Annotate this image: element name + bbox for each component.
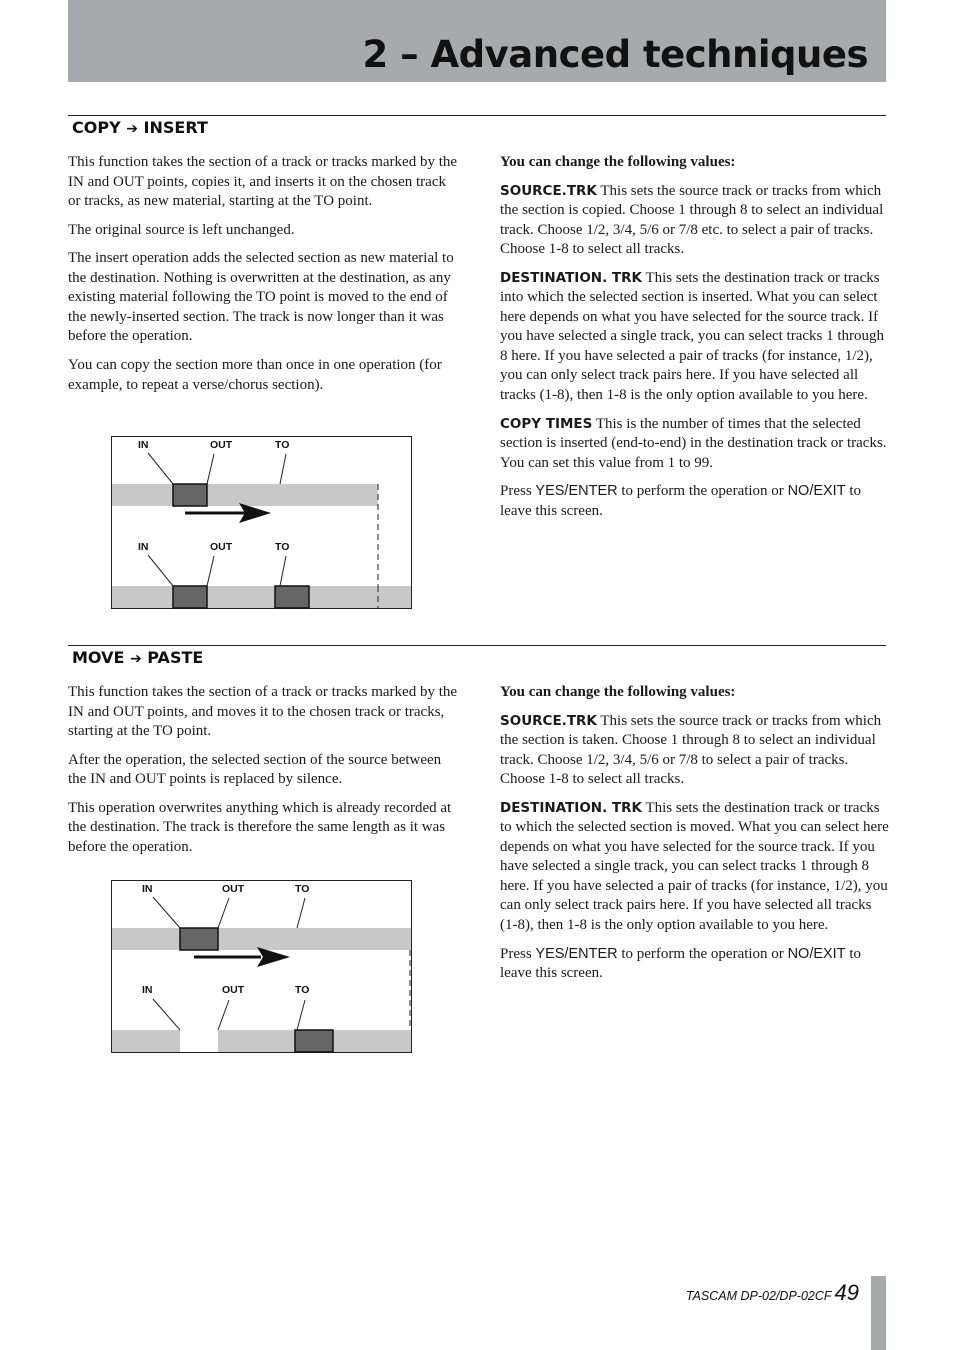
section-heading-copy-insert bbox=[72, 118, 208, 137]
parameter-destination-trk bbox=[500, 799, 892, 936]
source-track bbox=[112, 928, 411, 950]
out-label: OUT bbox=[210, 439, 233, 451]
copy-insert-diagram bbox=[111, 436, 413, 611]
parameter-name: SOURCE.TRK bbox=[500, 182, 597, 199]
destination-track bbox=[112, 586, 411, 608]
paragraph: The original source is left unchanged. bbox=[68, 221, 295, 238]
header-band bbox=[68, 0, 886, 82]
move-paste-values bbox=[500, 683, 892, 993]
to-label: TO bbox=[275, 541, 290, 553]
out-label: OUT bbox=[222, 883, 245, 895]
source-track bbox=[112, 484, 378, 506]
section-rule bbox=[68, 645, 886, 646]
press-instruction bbox=[500, 945, 892, 984]
destination-track-part bbox=[112, 1030, 180, 1052]
values-intro: You can change the following values: bbox=[500, 684, 736, 700]
values-intro: You can change the following values: bbox=[500, 154, 736, 170]
section-heading-move-paste bbox=[72, 648, 203, 667]
parameter-description: This sets the destination track or tracks into which the selected section is inserted. What you can select here depends on what you have selected for the source track. If you have selected a single track, you can select tracks 1 through 8 here. If you have selected a pair of tracks (for instance, 1/2), you can only select track pairs here. If you have selected all tracks (1-8), then 1-8 is the only option available to you here. bbox=[500, 269, 885, 403]
parameter-source-trk bbox=[500, 712, 892, 790]
out-label: OUT bbox=[222, 984, 245, 996]
copy-insert-values bbox=[500, 153, 892, 530]
arrow-right-icon: ➔ bbox=[126, 121, 138, 137]
parameter-description: This sets the destination track or tracks to which the selected section is moved. What you can select here depends on what you have selected for the source track. If you have selected a single track, you can select tracks 1 through 8 here. If you have selected a pair of tracks (for instance, 1/2), you can only select track pairs here. If you have selected all tracks (1-8), then 1-8 is the only option available to you here. bbox=[500, 799, 889, 933]
parameter-name: COPY TIMES bbox=[500, 415, 593, 432]
selected-section bbox=[173, 484, 207, 506]
parameter-description: This sets the source track or tracks from which the section is copied. Choose 1 through 8 to select an individual track. Choose 1/2, 3/4, 5/6 or 7/8 etc. to select a pair of tracks. Choose 1-8 to select all tracks. bbox=[500, 182, 884, 258]
parameter-name: DESTINATION. TRK bbox=[500, 269, 642, 286]
inserted-section bbox=[275, 586, 309, 608]
move-paste-diagram bbox=[111, 880, 413, 1055]
copy-insert-description bbox=[68, 153, 460, 404]
to-label: TO bbox=[295, 984, 310, 996]
parameter-copy-times bbox=[500, 415, 892, 474]
paragraph: This function takes the section of a track or tracks marked by the IN and OUT points, copies it, and inserts it on the chosen track or tracks, as new material, starting at the TO point. bbox=[68, 154, 458, 209]
to-label: TO bbox=[275, 439, 290, 451]
in-label: IN bbox=[142, 883, 153, 895]
diagram-frame bbox=[112, 881, 412, 1053]
page-footer bbox=[686, 1280, 859, 1306]
move-paste-description bbox=[68, 683, 460, 867]
in-label: IN bbox=[138, 541, 149, 553]
paragraph: This operation overwrites anything which is already recorded at the destination. The track is therefore the same length as it was before the operation. bbox=[68, 799, 452, 855]
instruction-text: to leave this screen. bbox=[500, 945, 861, 982]
heading-word: MOVE bbox=[72, 648, 125, 667]
instruction-text: Press bbox=[500, 945, 536, 962]
paragraph: You can copy the section more than once in one operation (for example, to repeat a verse/chorus section). bbox=[68, 357, 442, 393]
no-exit-key: NO/EXIT bbox=[787, 945, 846, 962]
instruction-text: Press bbox=[500, 483, 536, 500]
diagram-frame bbox=[112, 437, 412, 609]
parameter-destination-trk bbox=[500, 269, 892, 406]
chapter-title: 2 – Advanced techniques bbox=[362, 33, 868, 76]
paragraph: This function takes the section of a track or tracks marked by the IN and OUT points, and moves it to the chosen track or tracks, starting at the TO point. bbox=[68, 684, 458, 739]
section-rule bbox=[68, 115, 886, 116]
press-instruction bbox=[500, 482, 892, 521]
instruction-text: to perform the operation or bbox=[617, 945, 788, 962]
original-section bbox=[173, 586, 207, 608]
footer-bar bbox=[871, 1276, 886, 1350]
parameter-description: This is the number of times that the selected section is inserted (end-to-end) in the destination track or tracks. You can set this value from 1 to 99. bbox=[500, 415, 887, 471]
paragraph: The insert operation adds the selected section as new material to the destination. Nothing is overwritten at the destination, as any existing material following the TO point is moved to the end of the newly-inserted section. The track is now longer than it was before the operation. bbox=[68, 250, 454, 345]
to-label: TO bbox=[295, 883, 310, 895]
heading-word: PASTE bbox=[147, 648, 204, 667]
parameter-description: This sets the source track or tracks from which the section is taken. Choose 1 through 8 to select an individual track. Choose 1/2, 3/4, 5/6 or 7/8 to select a pair of tracks. Choose 1-8 to select all tracks. bbox=[500, 712, 882, 788]
in-label: IN bbox=[142, 984, 153, 996]
page-number: 49 bbox=[834, 1280, 859, 1305]
parameter-source-trk bbox=[500, 182, 892, 260]
paragraph: After the operation, the selected section of the source between the IN and OUT points is replaced by silence. bbox=[68, 751, 442, 788]
heading-word: COPY bbox=[72, 118, 121, 137]
out-label: OUT bbox=[210, 541, 233, 553]
no-exit-key: NO/EXIT bbox=[787, 483, 846, 500]
instruction-text: to perform the operation or bbox=[617, 483, 788, 500]
instruction-text: to leave this screen. bbox=[500, 483, 861, 519]
moved-section bbox=[295, 1030, 333, 1052]
arrow-right-icon: ➔ bbox=[129, 651, 142, 667]
footer-brand: TASCAM DP-02/DP-02CF bbox=[685, 1289, 832, 1303]
in-label: IN bbox=[138, 439, 149, 451]
selected-section bbox=[180, 928, 218, 950]
heading-word: INSERT bbox=[143, 118, 208, 137]
parameter-name: DESTINATION. TRK bbox=[500, 799, 642, 816]
yes-enter-key: YES/ENTER bbox=[535, 483, 618, 500]
parameter-name: SOURCE.TRK bbox=[500, 712, 597, 729]
yes-enter-key: YES/ENTER bbox=[535, 945, 618, 962]
